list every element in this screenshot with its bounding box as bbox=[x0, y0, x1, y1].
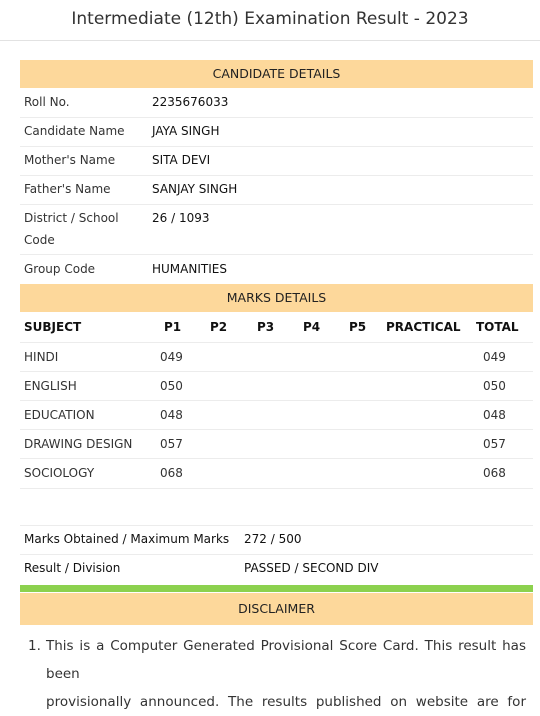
roll-no-value: 2235676033 bbox=[152, 95, 229, 109]
marks-obtained-label: Marks Obtained / Maximum Marks bbox=[24, 532, 230, 546]
candidate-name-value: JAYA SINGH bbox=[152, 124, 220, 138]
p1-cell: 050 bbox=[160, 379, 183, 393]
district-school-label-cont: Code bbox=[24, 233, 55, 247]
col-p5: P5 bbox=[349, 320, 367, 334]
marks-header-row bbox=[20, 312, 533, 343]
col-subject: SUBJECT bbox=[24, 320, 82, 334]
p1-cell: 048 bbox=[160, 408, 183, 422]
subject-cell: EDUCATION bbox=[24, 408, 95, 422]
table-row bbox=[20, 429, 533, 459]
disclaimer-item-number: 1. bbox=[28, 638, 41, 654]
father-name-label: Father's Name bbox=[24, 182, 111, 196]
candidate-name-row bbox=[20, 117, 533, 147]
page-title: Intermediate (12th) Examination Result - 2023 bbox=[71, 9, 469, 29]
total-cell: 050 bbox=[483, 379, 506, 393]
subject-cell: SOCIOLOGY bbox=[24, 466, 95, 480]
marks-obtained-value: 272 / 500 bbox=[244, 532, 302, 546]
total-cell: 057 bbox=[483, 437, 506, 451]
roll-no-label: Roll No. bbox=[24, 95, 70, 109]
group-code-row bbox=[20, 254, 533, 284]
table-row bbox=[20, 342, 533, 372]
group-code-value: HUMANITIES bbox=[152, 262, 227, 276]
father-name-value: SANJAY SINGH bbox=[152, 182, 238, 196]
subject-cell: DRAWING DESIGN bbox=[24, 437, 133, 451]
result-division-label: Result / Division bbox=[24, 561, 121, 575]
p1-cell: 068 bbox=[160, 466, 183, 480]
result-division-value: PASSED / SECOND DIV bbox=[244, 561, 379, 575]
col-p2: P2 bbox=[210, 320, 228, 334]
mother-name-label: Mother's Name bbox=[24, 153, 116, 167]
mother-name-row bbox=[20, 146, 533, 176]
col-total: TOTAL bbox=[476, 320, 519, 334]
candidate-details-heading: CANDIDATE DETAILS bbox=[20, 60, 533, 88]
total-cell: 068 bbox=[483, 466, 506, 480]
col-p4: P4 bbox=[303, 320, 321, 334]
district-school-value: 26 / 1093 bbox=[152, 211, 210, 225]
table-row bbox=[20, 400, 533, 430]
group-code-label: Group Code bbox=[24, 262, 96, 276]
result-divider bbox=[20, 585, 533, 592]
page-header bbox=[0, 0, 540, 41]
candidate-name-label: Candidate Name bbox=[24, 124, 125, 138]
result-division-row bbox=[20, 554, 533, 585]
disclaimer-line-2: provisionally announced. The results published on website are for bbox=[46, 694, 526, 710]
table-row bbox=[20, 458, 533, 489]
disclaimer-heading: DISCLAIMER bbox=[20, 593, 533, 625]
mother-name-value: SITA DEVI bbox=[152, 153, 211, 167]
total-cell: 048 bbox=[483, 408, 506, 422]
spacer-row bbox=[20, 488, 533, 526]
marks-obtained-row bbox=[20, 525, 533, 555]
total-cell: 049 bbox=[483, 350, 506, 364]
p1-cell: 049 bbox=[160, 350, 183, 364]
p1-cell: 057 bbox=[160, 437, 183, 451]
col-practical: PRACTICAL bbox=[386, 320, 461, 334]
district-school-row bbox=[20, 204, 533, 255]
roll-no-row bbox=[20, 88, 533, 118]
marks-details-heading: MARKS DETAILS bbox=[20, 284, 533, 312]
col-p1: P1 bbox=[164, 320, 182, 334]
district-school-label: District / School bbox=[24, 211, 119, 225]
col-p3: P3 bbox=[257, 320, 275, 334]
disclaimer-line-1: This is a Computer Generated Provisional Score Card. This result has been bbox=[46, 638, 526, 682]
table-row bbox=[20, 371, 533, 401]
father-name-row bbox=[20, 175, 533, 205]
disclaimer-text bbox=[46, 632, 526, 716]
subject-cell: ENGLISH bbox=[24, 379, 77, 393]
subject-cell: HINDI bbox=[24, 350, 59, 364]
